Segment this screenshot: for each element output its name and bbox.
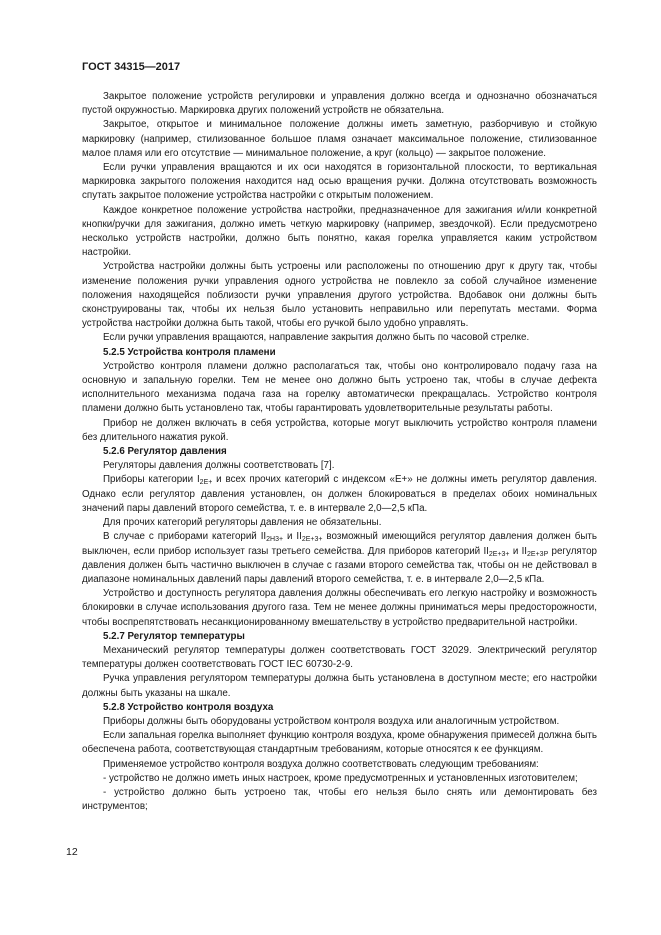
paragraph: Ручка управления регулятором температуры должна быть установлена в доступном месте; его настройки должны быть указаны на шкале.	[82, 673, 597, 699]
subscript: 2H3+	[266, 536, 284, 544]
paragraph	[82, 530, 597, 587]
paragraph: Закрытое, открытое и минимальное положение должны иметь заметную, разборчивую и стойкую маркировку (например, стилизованное большое пламя означает максимальное положение, стилизованное малое пламя или его отсутствие — минимальное положение, а круг (кольцо) — закрытое положение.	[82, 119, 597, 159]
text-run: и II	[509, 545, 528, 557]
subscript: 2E+3+	[301, 536, 323, 544]
text-run: В случае с приборами категорий II	[103, 531, 267, 543]
section-heading: 5.2.8 Устройство контроля воздуха	[103, 701, 274, 713]
paragraph: Устройства настройки должны быть устроены или расположены по отношению друг к другу так, чтобы изменение положения ручки управления одного устройства не повлекло за собой случайное изменение положения находящейся поблизости ручки управления другого устройства. Вдобавок они должны быть сконструированы так, чтобы их нельзя было установить неправильно или перепутать местами. Форма устройства настройки должна быть такой, чтобы его ручкой было удобно управлять.	[82, 261, 597, 330]
text-run: и всех прочих категорий с индексом «Е+» не должны иметь регулятор давления. Однако если регулятор давления установлен, он должен блокироваться в пределах обоих номинальных значений пары давлений второго семейства, т. е. в интервале 2,0—2,5 кПа.	[82, 474, 597, 514]
text-run: и II	[283, 531, 302, 543]
page-number: 12	[66, 846, 78, 858]
paragraph: Закрытое положение устройств регулировки и управления должно всегда и однозначно обозначаться пустой окружностью. Маркировка других положений устройств не обязательна.	[82, 91, 597, 117]
paragraph: Приборы должны быть оборудованы устройством контроля воздуха или аналогичным устройством.	[103, 715, 560, 727]
paragraph: Если ручки управления вращаются и их оси находятся в горизонтальной плоскости, то вертикальная маркировка закрытого положения находится над осью вращения ручки. Должна отсутствовать возможность спутать закрытое положение устройства настройки с открытым положением.	[82, 162, 597, 202]
list-item: - устройство должно быть устроено так, чтобы его нельзя было снять или демонтировать без инструментов;	[82, 786, 597, 813]
paragraph: Применяемое устройство контроля воздуха должно соответствовать следующим требованиям:	[103, 758, 539, 770]
subscript: 2E+3P	[527, 550, 549, 558]
paragraph: Если ручки управления вращаются, направление закрытия должно быть по часовой стрелке.	[103, 332, 530, 344]
section-heading: 5.2.5 Устройства контроля пламени	[103, 346, 276, 358]
text-run: Приборы категории I	[103, 474, 200, 486]
section-heading: 5.2.6 Регулятор давления	[103, 446, 227, 458]
section-heading: 5.2.7 Регулятор температуры	[103, 630, 245, 642]
subscript: 2E+3+	[488, 550, 510, 558]
text-run: регулятор давления должен быть частично выключен в случае с газами второго семейства так, чтобы он не действовал в диапазоне номинальных давлений пары давлений второго семейства, т. е. в интервале 2,0—2,5 кПа.	[82, 545, 597, 585]
list-item: - устройство не должно иметь иных настроек, кроме предусмотренных и установленных изготовителем;	[103, 772, 578, 784]
paragraph: Каждое конкретное положение устройства настройки, предназначенное для зажигания и/или конкретной кнопки/ручки для зажигания, должно иметь четкую маркировку (например, звездочкой). Если предусмотрено несколько устройств настройки, должно быть понятно, какая горелка управляется каким устройством настройки.	[82, 204, 597, 259]
paragraph: Устройство и доступность регулятора давления должны обеспечивать его легкую настройку и возможность блокировки в случае использования другого газа. Тем не менее должны приниматься меры предосторожности, чтобы воспрепятствовать несанкционированному вмешательству в устройство предварительной настройки.	[82, 588, 597, 628]
paragraph: Для прочих категорий регуляторы давления не обязательны.	[103, 517, 382, 529]
subscript: 2E+	[199, 479, 213, 487]
paragraph: Механический регулятор температуры должен соответствовать ГОСТ 32029. Электрический регулятор температуры должен соответствовать ГОСТ IEC 60730-2-9.	[82, 644, 597, 671]
document-body	[82, 90, 597, 814]
paragraph: Если запальная горелка выполняет функцию контроля воздуха, кроме обнаружения примесей должна быть обеспечена работа, соответствующая стандартным требованиям, которые относятся к ее функциям.	[82, 730, 597, 756]
document-header: ГОСТ 34315—2017	[82, 61, 181, 73]
paragraph: Прибор не должен включать в себя устройства, которые могут выключить устройство контроля пламени без длительного нажатия рукой.	[82, 417, 597, 443]
paragraph	[82, 473, 597, 516]
text-run: возможный имеющийся регулятор давления должен быть выключен, если прибор использует газы третьего семейства. Для приборов категорий II	[82, 531, 597, 557]
paragraph: Устройство контроля пламени должно располагаться так, чтобы оно контролировало подачу газа на основную и запальную горелки. Тем не менее оно должно быть устроено так, чтобы в случае дефекта исполнительного механизма подача газа на горелку автоматически прекращалась. Устройство контроля пламени должно быть установлено так, чтобы гарантировать удовлетворительные результаты работы.	[82, 360, 597, 415]
paragraph: Регуляторы давления должны соответствовать [7].	[103, 460, 335, 472]
